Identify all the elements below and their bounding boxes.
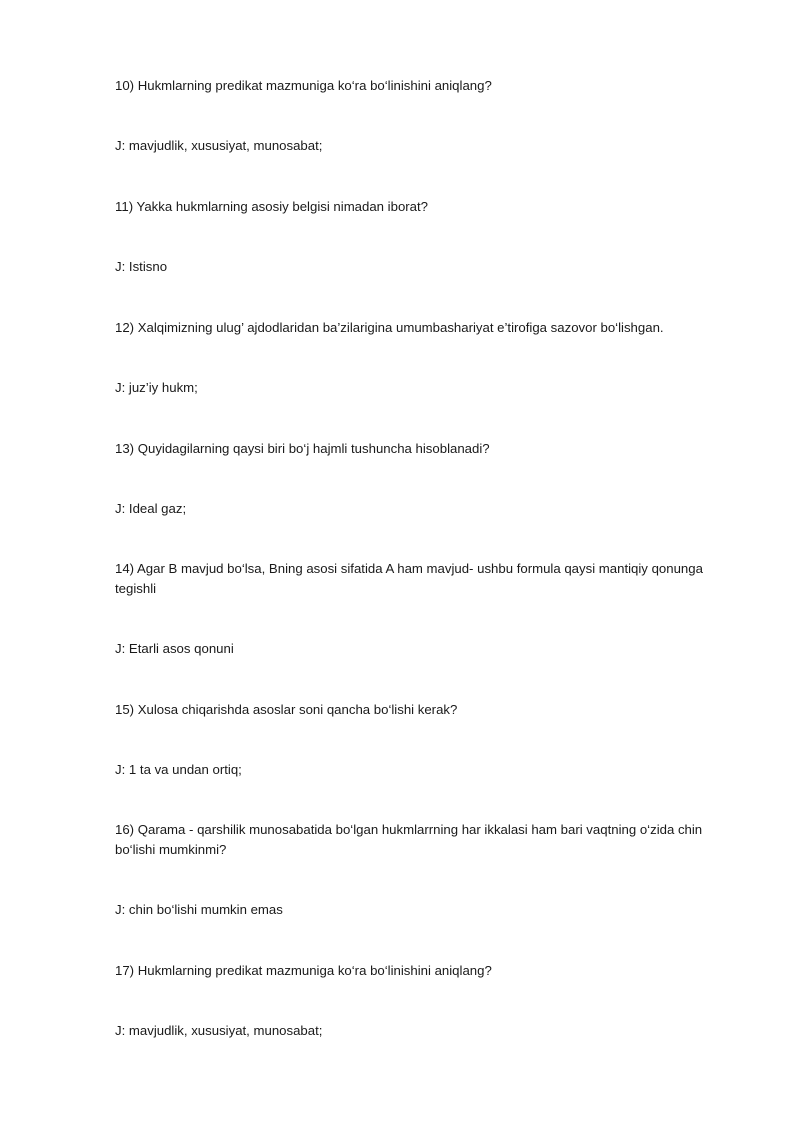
question-11: 11) Yakka hukmlarning asosiy belgisi nimadan iborat? xyxy=(115,199,429,214)
answer-17: J: mavjudlik, xususiyat, munosabat; xyxy=(115,1023,323,1038)
question-15: 15) Xulosa chiqarishda asoslar soni qancha bo‘lishi kerak? xyxy=(115,702,458,717)
answer-12: J: juz’iy hukm; xyxy=(115,380,198,395)
answer-14: J: Etarli asos qonuni xyxy=(115,641,234,656)
answer-13: J: Ideal gaz; xyxy=(115,501,187,516)
answer-16: J: chin bo‘lishi mumkin emas xyxy=(115,902,283,917)
question-13: 13) Quyidagilarning qaysi biri bo‘j hajmli tushuncha hisoblanadi? xyxy=(115,441,490,456)
answer-11: J: Istisno xyxy=(115,259,168,274)
question-17: 17) Hukmlarning predikat mazmuniga ko‘ra bo‘linishini aniqlang? xyxy=(115,963,492,978)
question-16: 16) Qarama - qarshilik munosabatida bo‘lgan hukmlarrning har ikkalasi ham bari vaqtning o‘zida chin bo‘lishi mumkinmi? xyxy=(115,822,703,857)
question-10: 10) Hukmlarning predikat mazmuniga ko‘ra bo‘linishini aniqlang? xyxy=(115,78,492,93)
question-14: 14) Agar B mavjud bo‘lsa, Bning asosi sifatida A ham mavjud- ushbu formula qaysi mantiqiy qonunga tegishli xyxy=(115,561,703,596)
question-12: 12) Xalqimizning ulug’ ajdodlaridan ba’zilarigina umumbashariyat e’tirofiga sazovor bo‘lishgan. xyxy=(115,320,664,335)
answer-15: J: 1 ta va undan ortiq; xyxy=(115,762,242,777)
answer-10: J: mavjudlik, xususiyat, munosabat; xyxy=(115,138,323,153)
